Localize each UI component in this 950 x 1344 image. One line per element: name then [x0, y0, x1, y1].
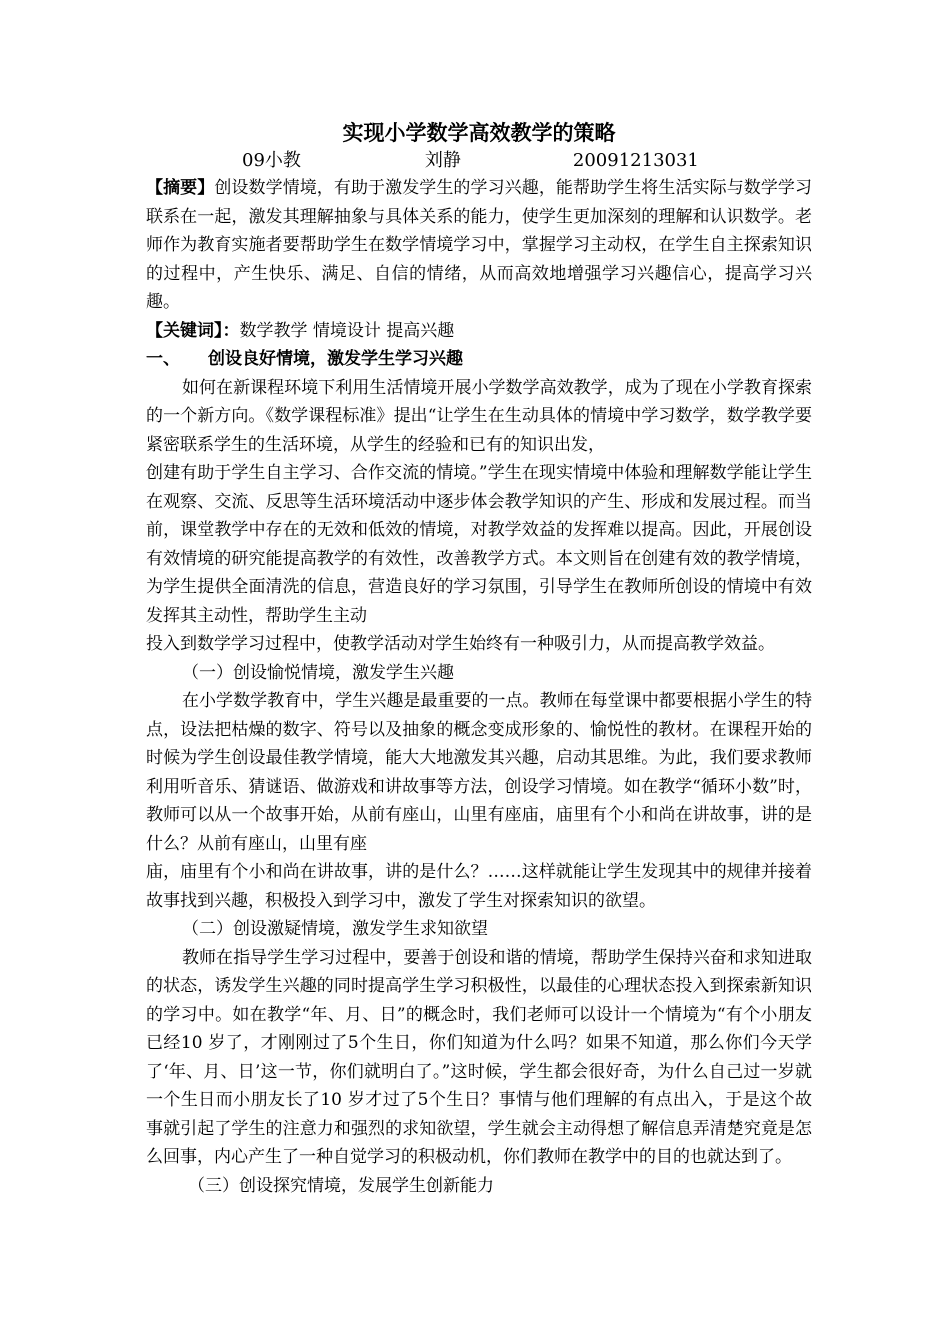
body-paragraph: 在小学数学教育中，学生兴趣是最重要的一点。教师在每堂课中都要根据小学生的特点，设法把枯燥的数字、符号以及抽象的概念变成形象的、愉悦性的教材。在课程开始的时候为学生创设最佳教学情境，能大大地激发其兴趣，启动其思维。为此，我们要求教师利用听音乐、猜谜语、做游戏和讲故事等方法，创设学习情境。如在教学“循环小数”时，教师可以从一个故事开始，从前有座山，山里有座庙，庙里有个小和尚在讲故事，讲的是什么？从前有座山，山里有座 — [146, 691, 812, 854]
body-paragraph: 投入到数学学习过程中，使教学活动对学生始终有一种吸引力，从而提高教学效益。 — [146, 634, 775, 654]
keywords-text: 数学教学 情境设计 提高兴趣 — [239, 320, 455, 341]
author-line — [146, 148, 812, 174]
subsection-heading: （一）创设愉悦情境，激发学生兴趣 — [182, 662, 454, 683]
keywords-label: 【关键词】： — [146, 320, 240, 341]
author-student-id: 20091213031 — [572, 150, 699, 171]
body-paragraph: 如何在新课程环境下利用生活情境开展小学数学高效教学，成为了现在小学教育探索的一个新方向。《数学课程标准》提出“让学生在生动具体的情境中学习数学，数学教学要紧密联系学生的生活环境，从学生的经验和已有的知识出发， — [146, 377, 812, 455]
abstract-text: 创设数学情境，有助于激发学生的学习兴趣，能帮助学生将生活实际与数学学习联系在一起，激发其理解抽象与具体关系的能力，使学生更加深刻的理解和认识数学。老师作为教育实施者要帮助学生在数学情境学习中，掌握学习主动权，在学生自主探索知识的过程中，产生快乐、满足、自信的情绪，从而高效地增强学习兴趣信心，提高学习兴趣。 — [146, 178, 813, 312]
subsection-heading: （三）创设探究情境，发展学生创新能力 — [188, 1175, 494, 1196]
abstract-label: 【摘要】 — [146, 178, 215, 198]
abstract-paragraph — [146, 174, 812, 317]
document-body — [146, 118, 812, 1200]
section-heading — [146, 345, 812, 374]
subsection-heading: （二）创设激疑情境，激发学生求知欲望 — [182, 919, 488, 939]
section-number: 一、 — [146, 349, 180, 369]
keywords-paragraph — [146, 317, 812, 346]
author-class: 09小教 — [242, 150, 301, 171]
body-paragraph: 创建有助于学生自主学习、合作交流的情境。”学生在现实情境中体验和理解数学能让学生在观察、交流、反思等生活环境活动中逐步体会教学知识的产生、形成和发展过程。而当前，课堂教学中存在的无效和低效的情境，对教学效益的发挥难以提高。因此，开展创设有效情境的研究能提高教学的有效性，改善教学方式。本文则旨在创建有效的教学情境，为学生提供全面清洗的信息，营造良好的学习氛围，引导学生在教师所创设的情境中有效发挥其主动性，帮助学生主动 — [146, 463, 812, 626]
document-title: 实现小学数学高效教学的策略 — [342, 121, 616, 145]
body-paragraph: 教师在指导学生学习过程中，要善于创设和谐的情境，帮助学生保持兴奋和求知进取的状态，诱发学生兴趣的同时提高学生学习积极性，以最佳的心理状态投入到探索新知识的学习中。如在教学“年、月、日”的概念时，我们老师可以设计一个情境为“有个小朋友已经10 岁了，才刚刚过了5个生日，你们知道为什么吗？如果不知道，那么你们今天学了‘年、月、日’这一节，你们就明白了。”这时候，学生都会很好奇，为什么自己过一岁就一个生日而小朋友长了10 岁才过了5个生日？事情与他们理解的有点出入，于是这个故事就引起了学生的注意力和强烈的求知欲望，学生就会主动得想了解信息弄清楚究竟是怎么回事，内心产生了一种自觉学习的积极动机，你们教师在教学中的目的也就达到了。 — [146, 947, 812, 1167]
author-name: 刘静 — [424, 150, 461, 171]
body-paragraph: 庙，庙里有个小和尚在讲故事，讲的是什么？……这样就能让学生发现其中的规律并接着故事找到兴趣，积极投入到学习中，激发了学生对探索知识的欲望。 — [146, 862, 812, 911]
section-heading-text: 创设良好情境，激发学生学习兴趣 — [208, 349, 463, 369]
